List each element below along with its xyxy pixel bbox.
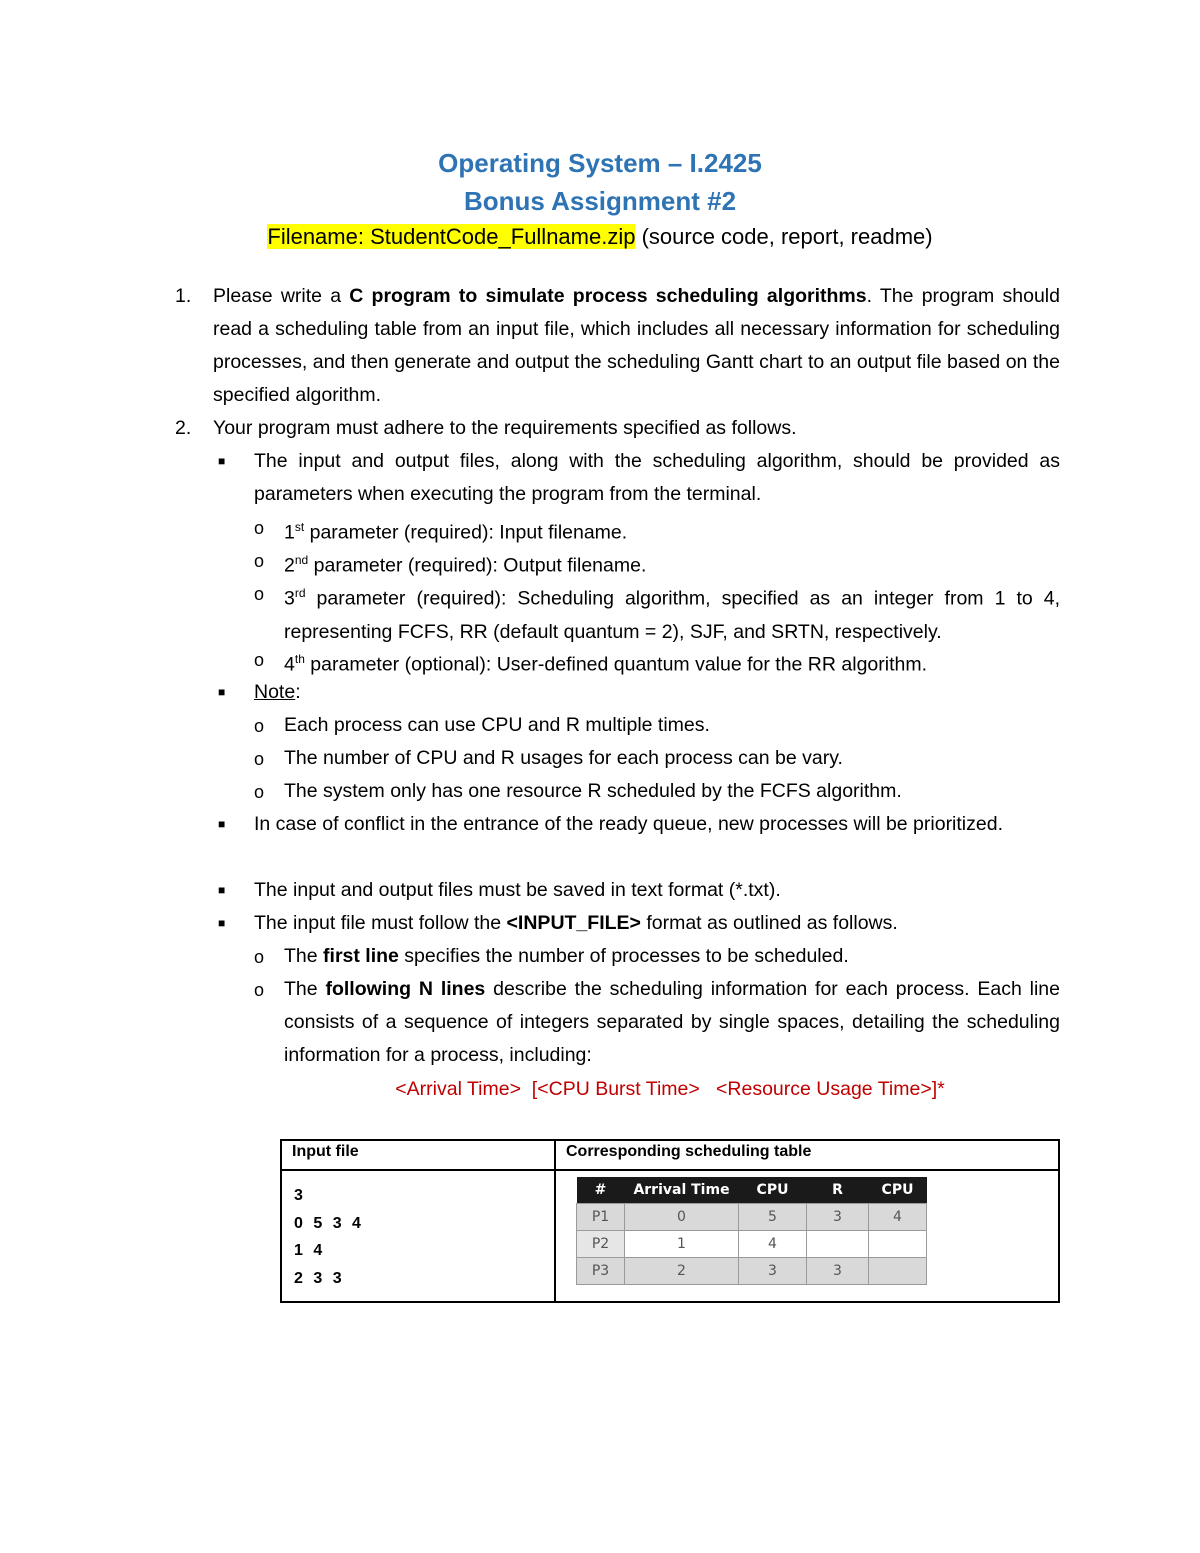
sched-cell: [869, 1231, 927, 1258]
sub51-a: The: [284, 945, 324, 967]
sched-col-r: R: [807, 1177, 869, 1204]
format-line: <Arrival Time> [<CPU Burst Time> <Resource Usage Time>]*: [395, 1078, 945, 1100]
following-lines-desc: [284, 973, 1060, 1072]
sub51-bold: first line: [323, 945, 399, 967]
bullet-parameters: The input and output files, along with the scheduling algorithm, should be provided as parameters when executing the program from the terminal.: [254, 450, 1060, 505]
sched-cell: 2: [625, 1258, 739, 1285]
sched-cell: P3: [577, 1258, 625, 1285]
bullet5-text-a: The input file must follow the: [254, 912, 507, 934]
item1-number: 1.: [175, 285, 192, 307]
item2-number: 2.: [175, 417, 192, 439]
input-line-1: 3: [294, 1187, 306, 1204]
sched-table-header: Corresponding scheduling table: [566, 1143, 812, 1160]
input-file-header: Input file: [292, 1143, 359, 1160]
param-4-num: 4: [284, 653, 295, 676]
sub52-a: The: [284, 978, 326, 1000]
circle-bullet-icon: o: [254, 980, 265, 1000]
param-2-text: parameter (required): Output filename.: [308, 554, 647, 577]
sched-cell: 3: [807, 1204, 869, 1231]
param-1-text: parameter (required): Input filename.: [304, 521, 628, 544]
note-colon: :: [295, 681, 301, 703]
sched-cell: 3: [807, 1258, 869, 1285]
param-3: [284, 577, 1060, 649]
input-line-2: 0 5 3 4: [294, 1215, 364, 1232]
circle-bullet-icon: o: [254, 947, 265, 967]
bullet-square-icon: ■: [218, 685, 226, 699]
bullet-conflict: In case of conflict in the entrance of the ready queue, new processes will be prioritized.: [254, 813, 1003, 835]
sched-cell: 4: [739, 1231, 807, 1258]
sched-header-row: [577, 1177, 927, 1204]
filename-note: (source code, report, readme): [635, 224, 933, 249]
example-table: [280, 1139, 1060, 1303]
input-line-3: 1 4: [294, 1242, 326, 1259]
sched-col-cpu2: CPU: [869, 1177, 927, 1204]
sched-row: [577, 1204, 927, 1231]
note-3: The system only has one resource R scheduled by the FCFS algorithm.: [284, 780, 902, 802]
circle-bullet-icon: o: [254, 518, 265, 538]
bullet-square-icon: ■: [218, 883, 226, 897]
item1-text-c: . The program should read a scheduling table from an input file, which includes all necessary information for scheduling processes, and then generate and output the scheduling Gantt chart to an output file based on the specified algorithm.: [213, 285, 1060, 406]
circle-bullet-icon: o: [254, 749, 265, 769]
param-1-num: 1: [284, 521, 295, 544]
scheduling-table: [576, 1177, 927, 1285]
sched-cell: [869, 1258, 927, 1285]
item1-text-bold: C program to simulate process scheduling algorithms: [349, 285, 867, 307]
document-subtitle: Bonus Assignment #2: [463, 186, 737, 216]
sched-cell: P1: [577, 1204, 625, 1231]
note-label: Note: [254, 681, 296, 703]
bullet5-text-bold: <INPUT_FILE>: [506, 912, 641, 934]
table-header-rule: [282, 1169, 1058, 1171]
sched-col-cpu: CPU: [739, 1177, 807, 1204]
sched-cell: 1: [625, 1231, 739, 1258]
param-3-text: parameter (required): Scheduling algorithm, specified as an integer from 1 to 4, representing FCFS, RR (default quantum = 2), SJF, and SRTN, respectively.: [284, 587, 1060, 643]
sched-cell: P2: [577, 1231, 625, 1258]
sched-col-num: #: [577, 1177, 625, 1204]
document-title: Operating System – I.2425: [438, 148, 762, 178]
table-divider: [554, 1141, 556, 1301]
sched-row: [577, 1258, 927, 1285]
first-line-desc: [284, 940, 1060, 973]
bullet-square-icon: ■: [218, 916, 226, 930]
circle-bullet-icon: o: [254, 650, 265, 670]
param-4-sup: th: [294, 652, 305, 666]
sub52-bold: following N lines: [325, 978, 486, 1000]
filename-highlight: Filename: StudentCode_Fullname.zip: [267, 224, 636, 249]
param-2-sup: nd: [294, 553, 309, 567]
circle-bullet-icon: o: [254, 551, 265, 571]
item2-paragraph: Your program must adhere to the requirements specified as follows.: [213, 417, 797, 439]
item1-paragraph: [213, 280, 1060, 412]
item1-text-a: Please write a: [213, 285, 350, 307]
sub51-c: specifies the number of processes to be scheduled.: [398, 945, 849, 967]
bullet-square-icon: ■: [218, 454, 226, 468]
param-2-num: 2: [284, 554, 295, 577]
sched-cell: 5: [739, 1204, 807, 1231]
note-1: Each process can use CPU and R multiple times.: [284, 714, 710, 736]
bullet5-text-c: format as outlined as follows.: [640, 912, 898, 934]
bullet-square-icon: ■: [218, 817, 226, 831]
circle-bullet-icon: o: [254, 782, 265, 802]
input-line-4: 2 3 3: [294, 1270, 345, 1287]
circle-bullet-icon: o: [254, 584, 265, 604]
sched-cell: 4: [869, 1204, 927, 1231]
param-1-sup: st: [294, 520, 305, 534]
param-3-sup: rd: [294, 586, 306, 600]
filename-line: [0, 221, 1200, 253]
bullet-input-format: [254, 907, 1060, 940]
sched-row: [577, 1231, 927, 1258]
note-heading: [254, 676, 1060, 709]
param-3-num: 3: [284, 587, 295, 610]
note-2: The number of CPU and R usages for each process can be vary.: [284, 747, 843, 769]
sched-col-arrival: Arrival Time: [625, 1177, 739, 1204]
sched-cell: 3: [739, 1258, 807, 1285]
sched-cell: 0: [625, 1204, 739, 1231]
bullet-text-format: The input and output files must be saved in text format (*.txt).: [254, 879, 781, 901]
param-4-text: parameter (optional): User-defined quantum value for the RR algorithm.: [304, 653, 928, 676]
sched-cell: [807, 1231, 869, 1258]
circle-bullet-icon: o: [254, 716, 265, 736]
sub52-c: describe the scheduling information for each process. Each line consists of a sequence of integers separated by single spaces, detailing the scheduling information for a process, including:: [284, 978, 1060, 1066]
